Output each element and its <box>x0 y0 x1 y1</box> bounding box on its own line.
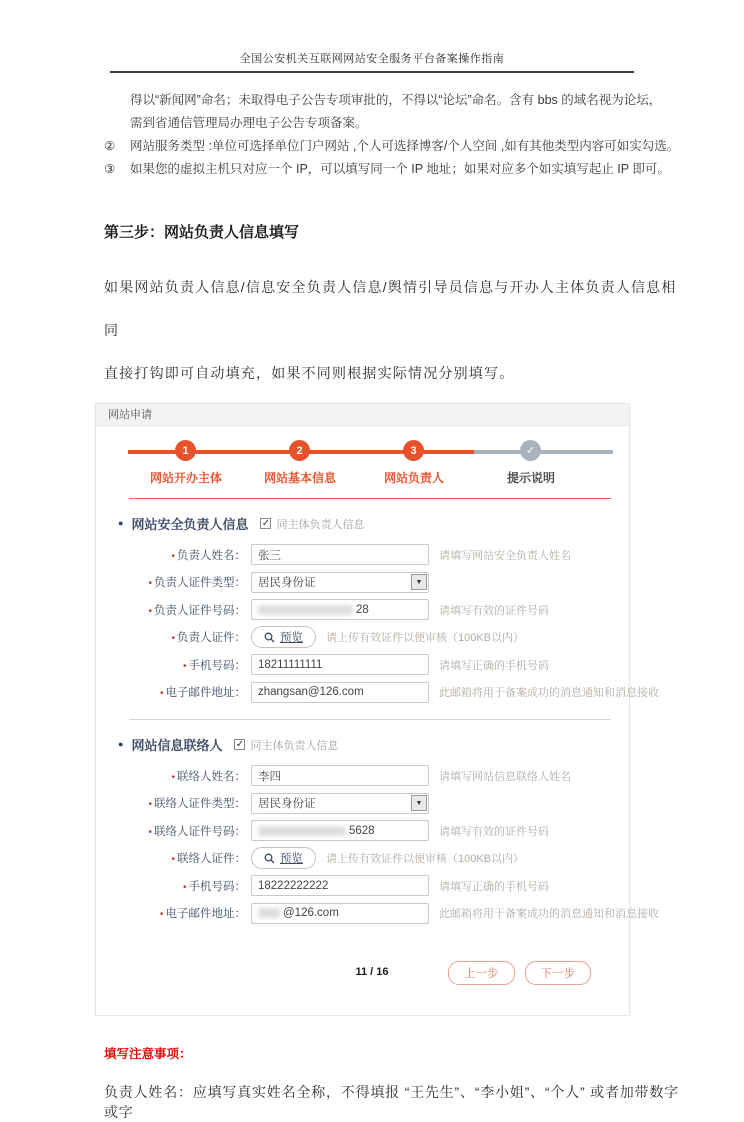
same-as-principal-checkbox[interactable]: ✓ <box>235 739 245 750</box>
id-number-visible: 28 <box>356 603 369 616</box>
contact-name-input[interactable] <box>251 765 429 786</box>
field-hint: 此邮箱将用于备案成功的消息通知和消息接收 <box>439 908 659 921</box>
field-row-name <box>96 541 629 569</box>
field-row-phone <box>96 651 629 679</box>
field-row-id-number <box>96 817 629 845</box>
select-value: 居民身份证 <box>258 798 316 811</box>
intro-line: 得以“新闻网”命名；未取得电子公告专项审批的，不得以“论坛”命名。含有 bbs 的域名视为论坛， <box>130 93 662 107</box>
field-row-phone <box>96 872 629 900</box>
field-label: 负责人姓名： <box>177 549 246 562</box>
intro-numbered-item <box>104 158 686 181</box>
email-visible: @126.com <box>283 907 339 920</box>
same-as-principal-checkbox[interactable]: ✓ <box>261 518 271 529</box>
magnifier-icon <box>264 853 275 864</box>
section-heading: 第三步：网站负责人信息填写 <box>104 224 300 241</box>
next-step-button[interactable]: 下一步 <box>525 961 592 985</box>
id-number-visible: 5628 <box>349 824 375 837</box>
intro-numbered-item <box>104 135 686 158</box>
required-dot-icon: • <box>182 660 187 672</box>
step-label-4[interactable]: 提示说明 <box>506 471 556 485</box>
item-text: 网站服务类型 :单位可选择单位门户网站 ,个人可选择博客/个人空间 ,如有其他类型内容可如实勾选。 <box>130 139 680 153</box>
section-divider <box>129 719 611 720</box>
bullet-icon: ● <box>118 518 124 528</box>
required-dot-icon: • <box>182 881 187 893</box>
step-label-1[interactable]: 网站开办主体 <box>149 471 223 485</box>
field-label: 联络人证件号码： <box>154 825 246 838</box>
previous-step-button[interactable]: 上一步 <box>448 961 515 985</box>
required-dot-icon: • <box>159 688 164 700</box>
intro-line: 需到省通信管理局办理电子公告专项备案。 <box>130 116 368 130</box>
field-row-id-type <box>96 790 629 818</box>
doc-header <box>0 0 744 73</box>
contact-id-type-select[interactable] <box>251 793 429 814</box>
page-number: 11 / 16 <box>355 966 389 978</box>
form-window-title: 网站申请 <box>96 404 629 426</box>
website-application-form <box>95 403 659 1016</box>
notes-body: 负责人姓名：应填写真实姓名全称，不得填报 “王先生”、“李小姐”、“个人” 或者加带数字或字 <box>104 1084 679 1120</box>
required-dot-icon: • <box>148 826 152 838</box>
field-label: 联络人证件类型： <box>154 798 246 811</box>
contact-id-number-input[interactable] <box>251 820 429 841</box>
preview-button-label: 预览 <box>280 853 303 866</box>
redacted-blur <box>258 605 353 615</box>
field-hint: 请上传有效证件以便审核（100KB以内） <box>326 853 525 866</box>
section-title: 网站安全负责人信息 <box>131 517 249 532</box>
required-dot-icon: • <box>148 578 152 590</box>
field-row-name <box>96 762 629 790</box>
required-dot-icon: • <box>171 633 175 645</box>
doc-header-title: 全国公安机关互联网网站安全服务平台备案操作指南 <box>239 53 505 65</box>
chevron-down-icon[interactable]: ▼ <box>411 795 427 811</box>
field-label: 电子邮件地址： <box>165 908 246 921</box>
preview-button-label: 预览 <box>280 632 303 645</box>
section-title: 网站信息联络人 <box>131 738 223 753</box>
intro-text <box>104 89 686 181</box>
checkbox-label[interactable]: 同主体负责人信息 <box>276 518 365 531</box>
required-dot-icon: • <box>148 799 152 811</box>
officer-id-number-input[interactable] <box>251 599 429 620</box>
field-hint: 请填写网站信息联络人姓名 <box>439 770 571 783</box>
select-value: 居民身份证 <box>258 577 316 590</box>
section-paragraph <box>104 266 686 395</box>
chevron-down-icon[interactable]: ▼ <box>411 574 427 590</box>
form-section-info-contact <box>96 735 659 927</box>
steps-separator <box>129 498 611 499</box>
contact-phone-input[interactable] <box>251 875 429 896</box>
field-label: 手机号码： <box>188 880 246 893</box>
field-hint: 请填写有效的证件号码 <box>439 604 549 617</box>
field-label: 联络人证件： <box>177 853 246 866</box>
section-header <box>118 735 629 754</box>
step-circle-4-check-icon[interactable]: ✓ <box>520 440 541 461</box>
required-dot-icon: • <box>148 605 152 617</box>
item-text: 如果您的虚拟主机只对应一个 IP，可以填写同一个 IP 地址；如果对应多个如实填写起止 IP 即可。 <box>130 162 670 176</box>
field-row-email <box>96 679 659 707</box>
field-label: 负责人证件： <box>177 632 246 645</box>
field-hint: 此邮箱将用于备案成功的消息通知和消息接收 <box>439 687 659 700</box>
field-row-id-document <box>96 624 629 652</box>
step-label-3[interactable]: 网站负责人 <box>383 471 445 485</box>
officer-name-input[interactable] <box>251 544 429 565</box>
preview-button[interactable] <box>251 847 316 869</box>
step-label-2[interactable]: 网站基本信息 <box>263 471 337 485</box>
step-circle-1[interactable]: 1 <box>175 440 196 461</box>
required-dot-icon: • <box>171 550 175 562</box>
field-hint: 请填写网站安全负责人姓名 <box>439 549 571 562</box>
field-label: 联络人姓名： <box>177 770 246 783</box>
redacted-blur <box>258 826 346 836</box>
officer-email-input[interactable] <box>251 682 429 703</box>
paragraph-line: 如果网站负责人信息/信息安全负责人信息/舆情引导员信息与开办人主体负责人信息相同 <box>104 279 677 338</box>
form-section-security-officer <box>96 514 659 706</box>
field-hint: 请填写正确的手机号码 <box>439 659 549 672</box>
step-circle-2[interactable]: 2 <box>289 440 310 461</box>
notes-heading: 填写注意事项： <box>104 1047 192 1061</box>
field-row-id-type <box>96 569 629 597</box>
paragraph-line: 直接打钩即可自动填充，如果不同则根据实际情况分别填写。 <box>104 365 515 381</box>
required-dot-icon: • <box>171 771 175 783</box>
field-hint: 请上传有效证件以便审核（100KB以内） <box>326 632 525 645</box>
field-label: 负责人证件号码： <box>154 604 246 617</box>
step-circle-3[interactable]: 3 <box>403 440 424 461</box>
item-number: ③ <box>104 162 116 176</box>
section-header <box>118 514 629 533</box>
required-dot-icon: • <box>159 909 164 921</box>
required-dot-icon: • <box>171 854 175 866</box>
redacted-blur <box>258 908 280 918</box>
step-indicator <box>96 436 629 490</box>
field-hint: 请填写有效的证件号码 <box>439 825 549 838</box>
checkbox-label[interactable]: 同主体负责人信息 <box>250 739 339 752</box>
field-row-id-number <box>96 596 629 624</box>
field-label: 负责人证件类型： <box>154 577 246 590</box>
preview-button[interactable] <box>251 626 316 648</box>
bullet-icon: ● <box>118 739 124 749</box>
contact-email-input[interactable] <box>251 903 429 924</box>
field-row-id-document <box>96 845 629 873</box>
field-hint: 请填写正确的手机号码 <box>439 880 549 893</box>
step-track-pending <box>474 450 613 454</box>
field-row-email <box>96 900 659 928</box>
item-number: ② <box>104 139 116 153</box>
field-label: 电子邮件地址： <box>165 687 246 700</box>
field-label: 手机号码： <box>188 659 246 672</box>
officer-phone-input[interactable] <box>251 654 429 675</box>
officer-id-type-select[interactable] <box>251 572 429 593</box>
magnifier-icon <box>264 632 275 643</box>
doc-header-rule <box>110 71 634 73</box>
